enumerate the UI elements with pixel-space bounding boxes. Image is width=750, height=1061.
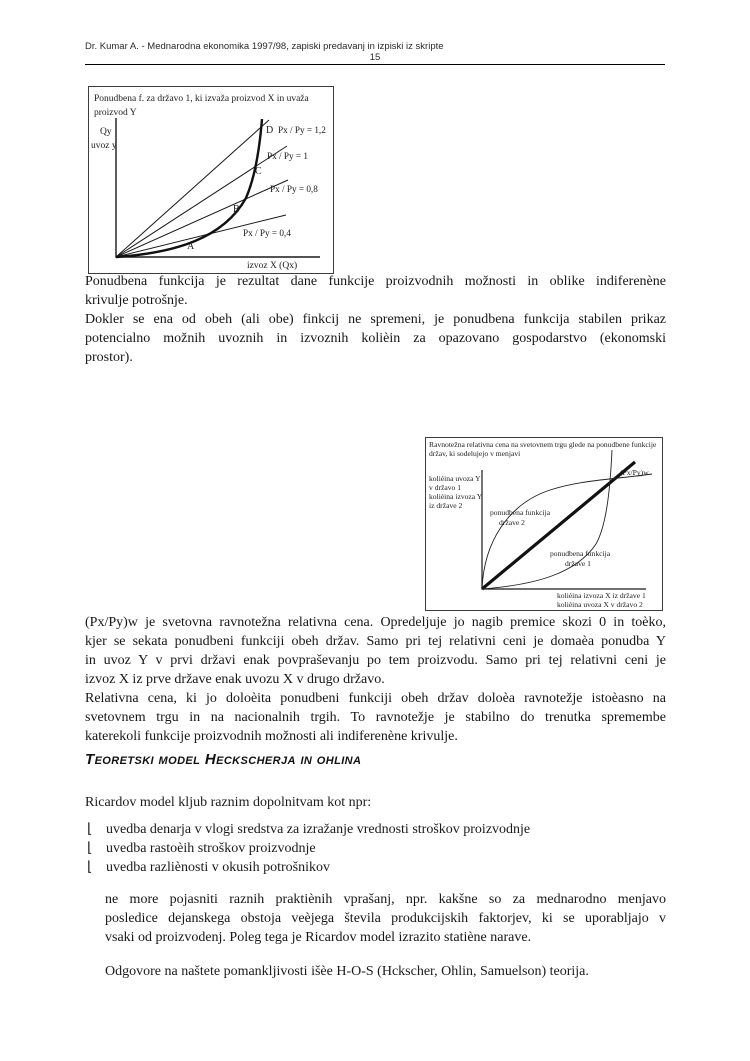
figure2-y-label-line2: v državo 1: [429, 483, 462, 492]
world-price-label: (Px/Py)w: [620, 468, 649, 477]
figure2-title-line1: Ravnotežna relativna cena na svetovnem trgu glede na ponudbene funkcije: [429, 440, 657, 449]
price-label-1-0: Px / Py = 1: [267, 151, 308, 161]
header-rule: [85, 64, 665, 65]
price-ray-1-0: [116, 146, 287, 257]
figure2-y-label-line4: iz države 2: [429, 501, 463, 510]
bullet-list: [87, 820, 666, 877]
figure2-y-label-line1: kolièina uvoza Y: [429, 474, 481, 483]
figure2-x-label-line1: kolièina izvoza X iz države 1: [557, 591, 646, 600]
paragraph-block-2: [85, 613, 666, 746]
bullet-icon: ⌊: [87, 841, 93, 856]
bullet-text: uvedba rastoèih stroškov proizvodnje: [106, 841, 316, 856]
paragraph-block-3: [105, 890, 666, 947]
curve2-label-line2: države 2: [499, 518, 525, 527]
figure1-y-label-line1: Qy: [100, 127, 112, 137]
figure1-x-label: izvoz X (Qx): [247, 261, 298, 271]
list-item: [87, 858, 666, 877]
closing-line-hos: Odgovore na naštete pomankljivosti išèe H-O-S (Hckscher, Ohlin, Samuelson) teorija.: [105, 964, 589, 979]
figure1-canvas: [89, 87, 331, 271]
figure1-y-label-line2: uvoz y: [91, 141, 117, 151]
paragraph-world-price: (Px/Py)w je svetovna ravnotežna relativna cena. Opredeljuje jo nagib premice skozi 0 in toèko, kjer se sekata ponudbeni funkciji obeh držav. Samo pri tej relativni ceni je domaèa ponudba Y in uvoz Y v prvi državi enak povpraševanju po tem proizvodu. Samo pri tej relativni ceni je izvoz X iz prve države enak uvozu X v drugo državo.: [85, 615, 666, 687]
offer-curve-country1: [116, 119, 262, 257]
figure2-y-label-line3: kolièina izvoza Y: [429, 492, 483, 501]
point-B-label: B: [233, 204, 240, 215]
figure1-title-line2: proizvod Y: [94, 108, 137, 118]
figure-world-equilibrium-price: [425, 437, 663, 611]
figure1-title-line1: Ponudbena f. za državo 1, ki izvaža proizvod X in uvaža: [94, 94, 309, 104]
list-item: [87, 839, 666, 858]
price-label-1-2: Px / Py = 1,2: [278, 125, 326, 135]
bullet-icon: ⌊: [87, 860, 93, 875]
point-A-label: A: [187, 241, 195, 252]
figure-offer-curve-country1: [88, 86, 334, 274]
bullet-text: uvedba razliènosti v okusih potrošnikov: [106, 860, 330, 875]
paragraph-block-1: [85, 272, 666, 367]
price-label-0-4: Px / Py = 0,4: [243, 228, 291, 238]
point-D-label: D: [266, 125, 274, 136]
bullet-icon: ⌊: [87, 822, 93, 837]
paragraph-relativna-cena: Relativna cena, ki jo doloèita ponudbeni funkciji obeh držav doloèa ravnotežje istoèasno na svetovnem trgu in na nacionalnih trgih. To ravnotežje je stabilno do trenutka spremembe katerekoli funkcije proizvodnih možnosti ali indiferenène krivulje.: [85, 691, 666, 744]
point-C-label: C: [255, 166, 262, 177]
section-heading-heckscher-ohlin: Teoretski model Heckscherja in ohlina: [85, 751, 362, 768]
figure2-x-label-line2: kolièina uvoza X v državo 2: [557, 600, 643, 608]
bullet-text: uvedba denarja v vlogi sredstva za izražanje vrednosti stroškov proizvodnje: [106, 822, 531, 837]
price-label-0-8: Px / Py = 0,8: [270, 184, 318, 194]
list-item: [87, 820, 666, 839]
figure2-title-line2: držav, ki sodelujejo v menjavi: [429, 449, 521, 458]
paragraph-ne-more-pojasniti: ne more pojasniti raznih praktiènih vprašanj, npr. kakšne so za mednarodno menjavo posledice dejanskega obstoja veèjega števila produkcijskih faktorjev, ki se uporabljajo v vsaki od proizvodenj. Poleg tega je Ricardov model izrazito statiène narave.: [105, 892, 666, 945]
offer-curve-country2: [482, 474, 652, 589]
header-title: Dr. Kumar A. - Mednarodna ekonomika 1997/98, zapiski predavanj in izpiski iz skripte: [85, 41, 444, 52]
paragraph-dokler: Dokler se ena od obeh (ali obe) finkcij ne spremeni, je ponudbena funkcija stabilen prikaz potencialno možnih uvoznih in izvoznih kolièin za opazovano gospodarstvo (ekonomski prostor).: [85, 312, 666, 365]
paragraph-ponudbena-funkcija: Ponudbena funkcija je rezultat dane funkcije proizvodnih možnosti in oblike indiferenène krivulje potrošnje.: [85, 274, 666, 308]
curve1-label-line2: države 1: [565, 559, 591, 568]
curve2-label-line1: ponudbena funkcija: [490, 508, 551, 517]
curve1-label-line1: ponudbena funkcija: [550, 549, 611, 558]
figure2-canvas: [426, 438, 660, 608]
intro-line-ricardov-model: Ricardov model kljub raznim dopolnitvam kot npr:: [85, 795, 372, 810]
price-ray-0-8: [116, 180, 288, 257]
page-number: 15: [369, 52, 381, 63]
